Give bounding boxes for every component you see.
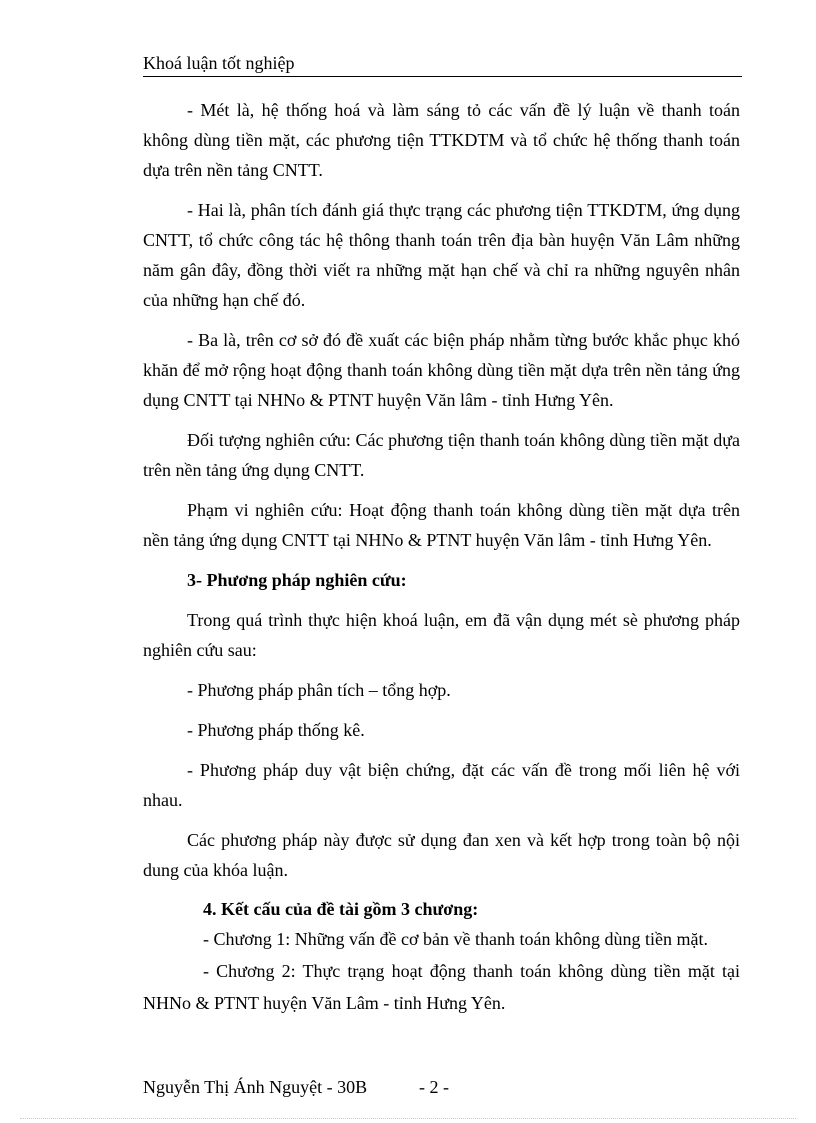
section-3-intro: Trong quá trình thực hiện khoá luận, em đã vận dụng mét sè phương pháp nghiên cứu sau: <box>143 610 740 660</box>
chapter-item: - Chương 1: Những vấn đề cơ bản về thanh toán không dùng tiền mặt. <box>203 929 708 949</box>
page-number: - 2 - <box>419 1077 449 1097</box>
method-item: - Phương pháp duy vật biện chứng, đặt các vấn đề trong mối liên hệ với nhau. <box>143 760 740 810</box>
section-4-heading: 4. Kết cấu của đề tài gồm 3 chương: <box>203 899 479 919</box>
paragraph-objective-3: - Ba là, trên cơ sở đó đề xuất các biện pháp nhằm từng bước khắc phục khó khăn để mở rộng hoạt động thanh toán không dùng tiền mặt dựa trên nền tảng ứng dụng CNTT tại NHNo & PTNT huyện Văn lâm - tỉnh Hưng Yên. <box>143 330 740 410</box>
running-header <box>143 52 742 74</box>
section-3-heading: 3- Phương pháp nghiên cứu: <box>187 570 407 590</box>
chapter-item: - Chương 2: Thực trạng hoạt động thanh toán không dùng tiền mặt tại NHNo & PTNT huyện Văn Lâm - tỉnh Hưng Yên. <box>143 961 740 1013</box>
paragraph-research-subject: Đối tượng nghiên cứu: Các phương tiện thanh toán không dùng tiền mặt dựa trên nền tảng ứng dụng CNTT. <box>143 430 740 480</box>
paragraph-objective-2: - Hai là, phân tích đánh giá thực trạng các phương tiện TTKDTM, ứng dụng CNTT, tổ chức công tác hệ thông thanh toán trên địa bàn huyện Văn Lâm những năm gân đây, đồng thời viết ra những mặt hạn chế và chỉ ra những nguyên nhân của những hạn chế đó. <box>143 200 740 310</box>
document-body <box>143 95 740 1019</box>
paragraph-research-scope: Phạm vi nghiên cứu: Hoạt động thanh toán không dùng tiền mặt dựa trên nền tảng ứng dụng CNTT tại NHNo & PTNT huyện Văn lâm - tỉnh Hưng Yên. <box>143 500 740 550</box>
header-rule <box>143 76 742 77</box>
page-bottom-dotted-line <box>20 1118 796 1119</box>
section-3-closing: Các phương pháp này được sử dụng đan xen và kết hợp trong toàn bộ nội dung của khóa luận. <box>143 830 740 880</box>
paragraph-objective-1: - Mét là, hệ thống hoá và làm sáng tỏ các vấn đề lý luận về thanh toán không dùng tiền mặt, các phương tiện TTKDTM và tổ chức hệ thống thanh toán dựa trên nền tảng CNTT. <box>143 100 740 180</box>
method-item: - Phương pháp phân tích – tổng hợp. <box>187 680 451 700</box>
footer-author: Nguyễn Thị Ánh Nguyệt - 30B <box>143 1077 368 1097</box>
header-title: Khoá luận tốt nghiệp <box>143 53 295 73</box>
method-item: - Phương pháp thống kê. <box>187 720 365 740</box>
